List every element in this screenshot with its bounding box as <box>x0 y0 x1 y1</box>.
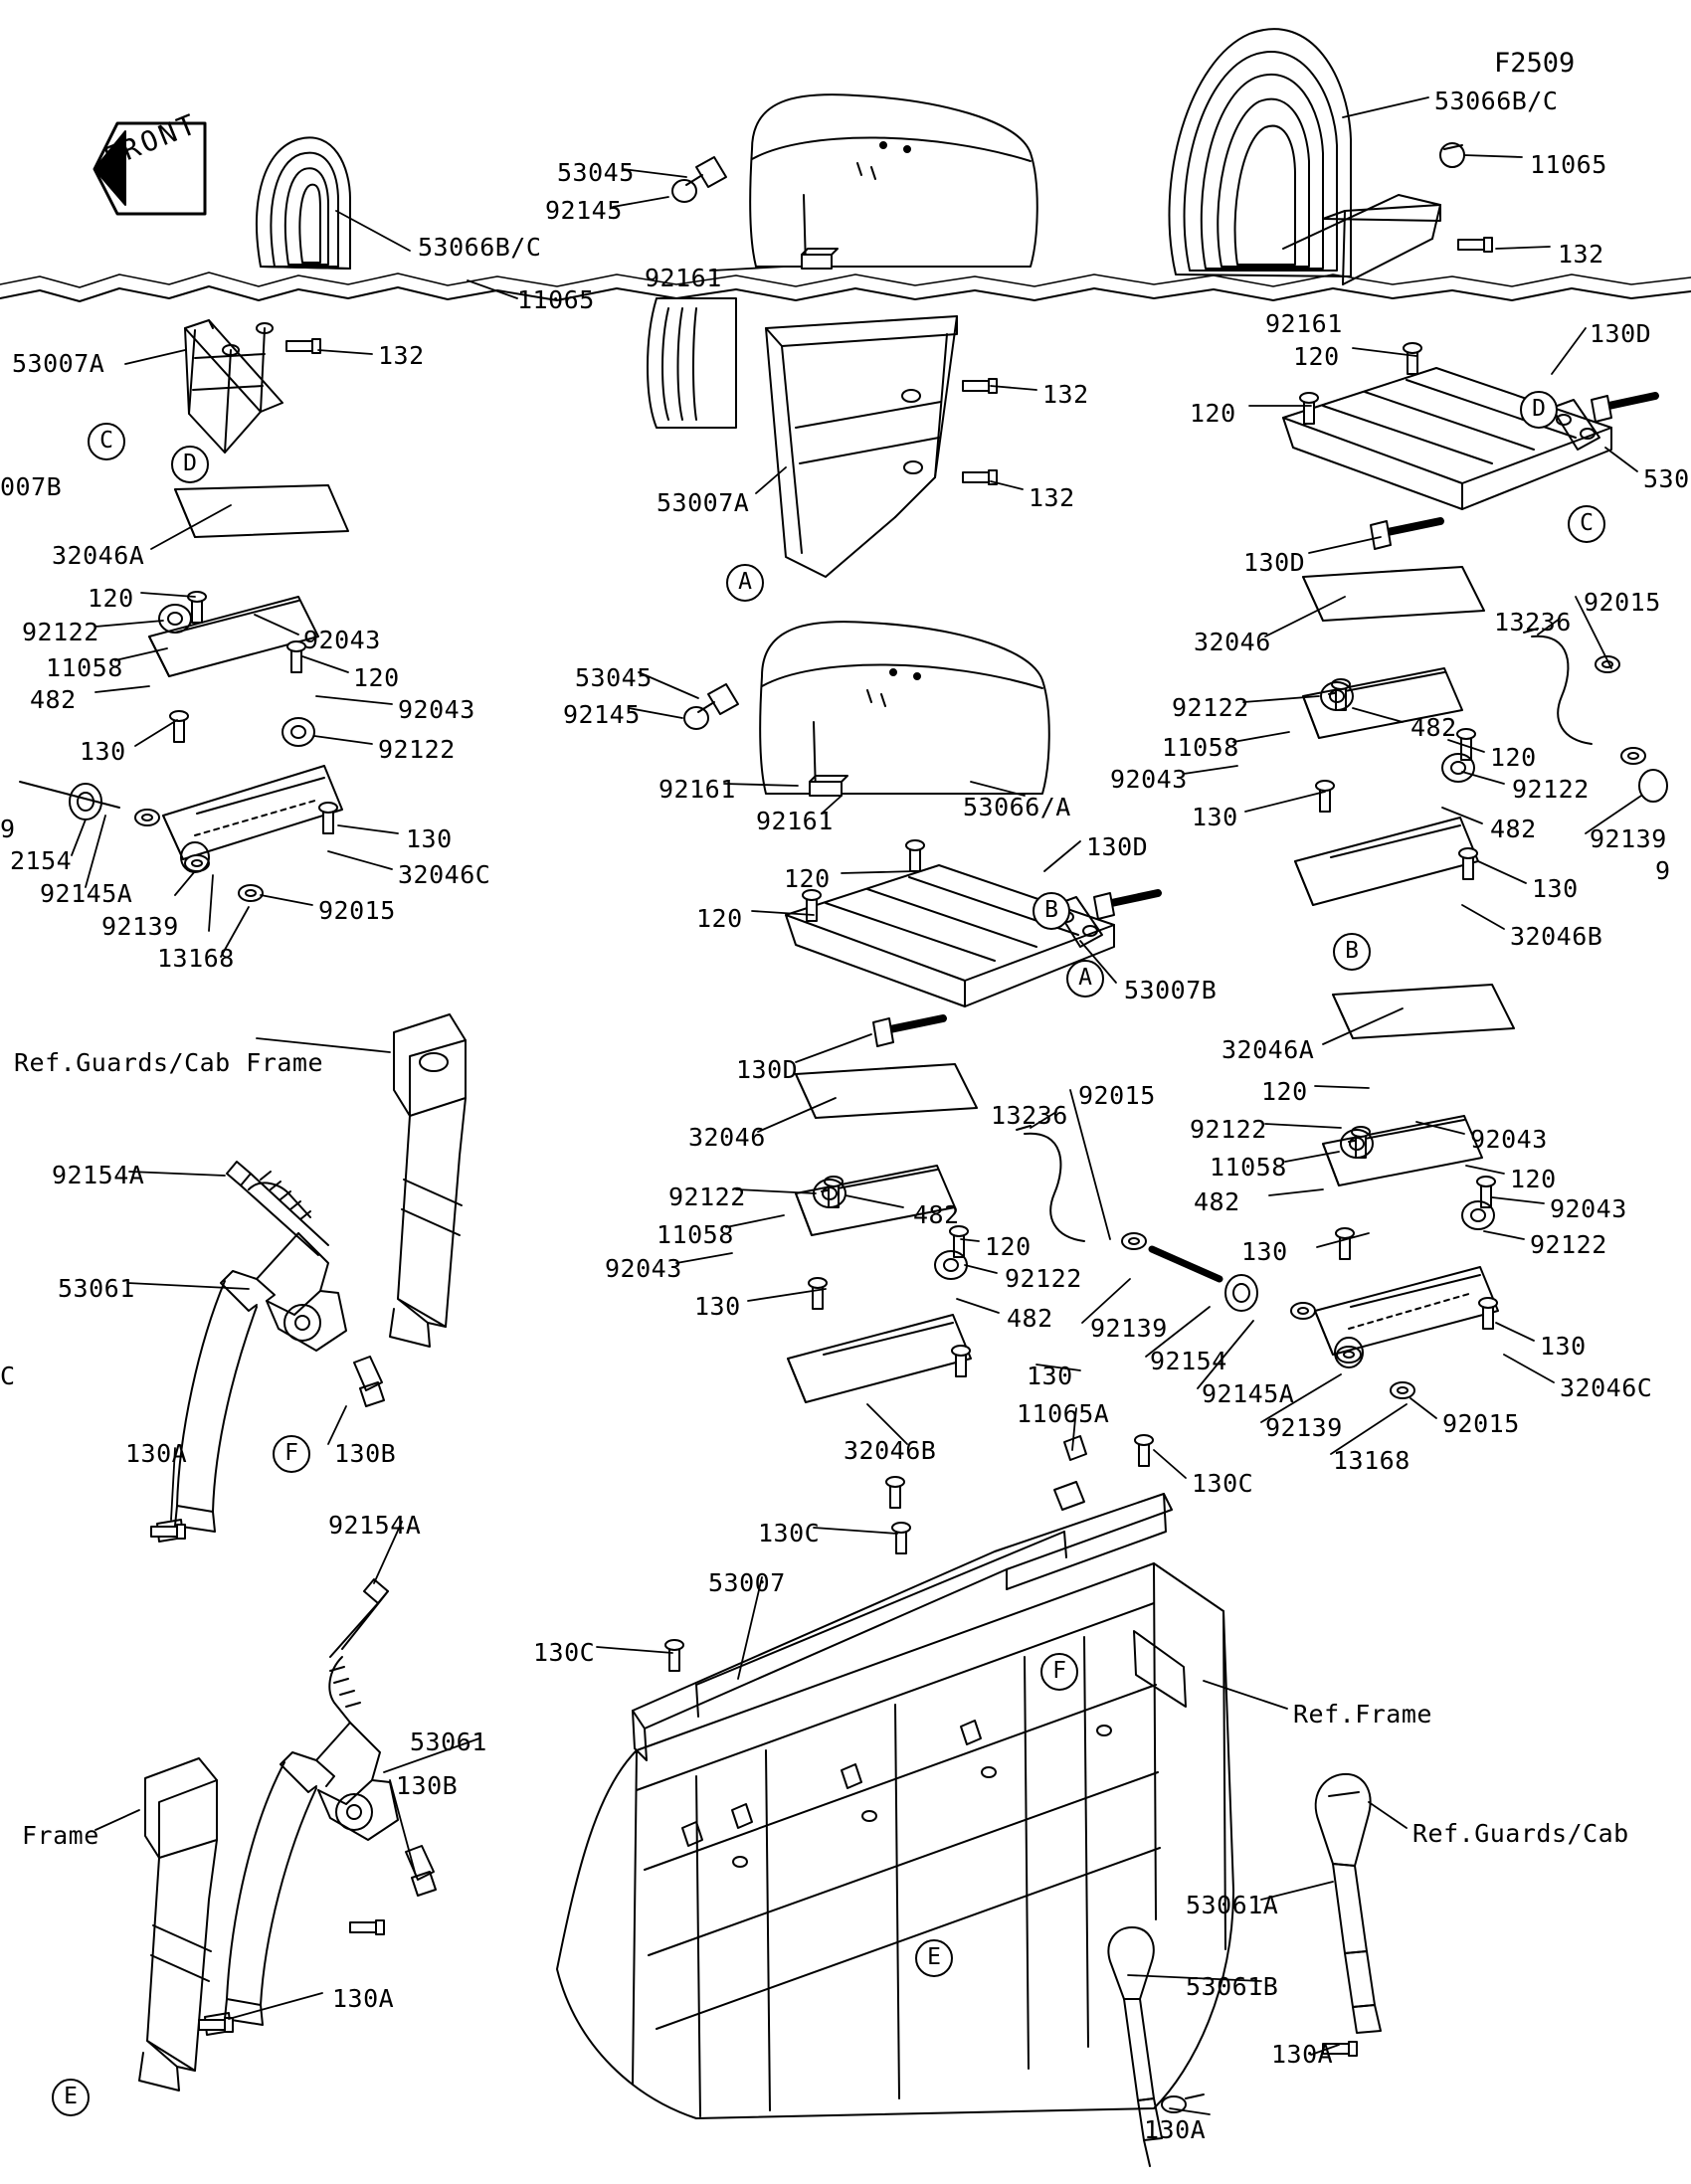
rail-plate-left-32046A <box>175 485 348 537</box>
callout-132-center-1: 132 <box>1042 380 1089 409</box>
callout-53061-lower: 53061 <box>410 1728 487 1756</box>
balloon-d-left: D <box>171 446 209 483</box>
callout-92043-right-3: 92043 <box>1550 1194 1627 1223</box>
ref-frame-main <box>557 1563 1233 2118</box>
callout-32046-right-1: 32046 <box>1194 628 1271 656</box>
callout-11058-left: 11058 <box>46 653 123 682</box>
frame-post-left-lower <box>139 1758 217 2091</box>
callout-11065a: 11065A <box>1017 1399 1110 1428</box>
balloon-e-center: E <box>915 1939 953 1977</box>
shaft-center-92154 <box>1225 1275 1257 1311</box>
bolt-long-center <box>1094 893 1158 919</box>
callout-530-clipped: 530 <box>1643 464 1690 493</box>
callout-11065-left: 11065 <box>517 285 595 314</box>
callout-130c-3: 130C <box>533 1638 596 1667</box>
callout-92015-right-1: 92015 <box>1584 588 1661 617</box>
callout-130b-upper: 130B <box>334 1439 397 1468</box>
seat-cushion-center <box>760 622 1049 796</box>
balloon-c-right: C <box>1568 505 1605 543</box>
seat-belt-left-lower <box>205 1579 398 2035</box>
callout-92154-center: 92154 <box>1150 1347 1227 1375</box>
seat-frame-upper-right <box>1283 143 1464 284</box>
callout-482-center-2: 482 <box>1007 1304 1053 1333</box>
balloon-f-center: F <box>1040 1653 1078 1691</box>
leader-lines <box>72 97 1641 2114</box>
bush-center-92122 <box>814 1180 967 1279</box>
callout-92122-right-2: 92122 <box>1512 775 1590 804</box>
rail-plate-right-32046 <box>1303 567 1484 621</box>
callout-92139-center-1: 92139 <box>1090 1314 1168 1343</box>
callout-92122-right-4: 92122 <box>1530 1230 1607 1259</box>
callout-482-right-1: 482 <box>1410 713 1457 742</box>
callout-120-center-1: 120 <box>784 864 831 893</box>
callout-92161-lower-2: 92161 <box>756 807 834 835</box>
callout-11058-right-1: 11058 <box>1162 733 1239 762</box>
callout-53007b: 53007B <box>1124 976 1218 1004</box>
seat-frame-center-53007A <box>766 316 957 577</box>
seat-bracket-center <box>684 684 738 729</box>
callout-130-right-4: 130 <box>1540 1332 1587 1361</box>
rail-plate-center-32046 <box>796 1064 977 1118</box>
callout-482-center-1: 482 <box>913 1200 960 1229</box>
callout-92015-right-2: 92015 <box>1442 1409 1520 1438</box>
seat-cushion-upper-center <box>750 94 1037 269</box>
callout-120-right-4: 120 <box>1261 1077 1308 1106</box>
bolt-long-center2 <box>873 1018 943 1046</box>
callout-130d-center-2: 130D <box>736 1055 799 1084</box>
callout-130-right-1: 130 <box>1192 803 1238 831</box>
rail-plate-right-lower <box>1333 985 1514 1038</box>
balloon-a-center-2: A <box>1066 960 1104 998</box>
callout-92043-right-2: 92043 <box>1470 1125 1548 1154</box>
callout-92145a-left: 92145A <box>40 879 133 908</box>
callout-32046c-right: 32046C <box>1560 1373 1653 1402</box>
callout-92122-left-2: 92122 <box>378 735 456 764</box>
callout-130a-lower: 130A <box>332 1984 395 2013</box>
callout-53007a-center: 53007A <box>657 488 750 517</box>
callout-130d-right-2: 130D <box>1243 548 1306 577</box>
callout-53007a-left: 53007A <box>12 349 105 378</box>
callout-92122-right-1: 92122 <box>1172 693 1249 722</box>
balloon-a-center: A <box>726 564 764 602</box>
callout-120-center-3: 120 <box>985 1232 1032 1261</box>
callout-c-clipped: C <box>0 1362 16 1390</box>
balloon-d-right: D <box>1520 391 1558 429</box>
callout-92015-left: 92015 <box>318 896 396 925</box>
callout-92043-right-1: 92043 <box>1110 765 1188 794</box>
callout-130c-1: 130C <box>1192 1469 1254 1498</box>
callout-92161-upper: 92161 <box>645 264 722 292</box>
callout-32046b-right: 32046B <box>1510 922 1603 951</box>
seat-belt-left-upper <box>157 1162 346 1542</box>
balloon-c-left: C <box>88 423 125 460</box>
seat-back-upper-left <box>257 137 350 269</box>
callout-120-center-2: 120 <box>696 904 743 933</box>
callout-32046a-right: 32046A <box>1221 1035 1315 1064</box>
rod-13236-right <box>1524 629 1592 744</box>
callout-92161-lower-1: 92161 <box>658 775 736 804</box>
callout-92139-right: 92139 <box>1590 824 1667 853</box>
front-arrow-label: FRONT <box>98 106 203 175</box>
callout-9-clipped-right: 9 <box>1655 856 1671 885</box>
callout-130d-center-1: 130D <box>1086 832 1149 861</box>
callout-53061b: 53061B <box>1186 1972 1279 2001</box>
callout-32046a-left: 32046A <box>52 541 145 570</box>
callout-13236-right: 13236 <box>1494 608 1572 637</box>
callout-92043-left-1: 92043 <box>303 626 381 654</box>
callout-482-right-2: 482 <box>1490 815 1537 843</box>
callout-53007-frame: 53007 <box>708 1568 786 1597</box>
callout-92139-left: 92139 <box>101 912 179 941</box>
balloon-b-center: B <box>1033 892 1070 930</box>
seat-base-right-upper <box>1283 368 1611 509</box>
bolt-long-right-upper2 <box>1371 521 1440 549</box>
belt-53061A <box>1316 1774 1381 2033</box>
frame-note: Frame <box>22 1821 99 1850</box>
callout-53066bc-right: 53066B/C <box>1434 87 1559 115</box>
ref-guards-cab-frame-note: Ref.Guards/Cab Frame <box>14 1048 324 1077</box>
ref-guards-cab-note: Ref.Guards/Cab <box>1412 1819 1629 1848</box>
seat-frame-upper-left <box>185 320 282 453</box>
callout-132-left: 132 <box>378 341 425 370</box>
callout-92145-lower: 92145 <box>563 700 641 729</box>
callout-130-center-2: 130 <box>1027 1362 1073 1390</box>
callout-32046-center: 32046 <box>688 1123 766 1152</box>
figure-code: F2509 <box>1494 48 1576 79</box>
callout-120-right-3: 120 <box>1490 743 1537 772</box>
balloon-f-left: F <box>273 1435 310 1473</box>
callout-92043-left-2: 92043 <box>398 695 475 724</box>
callout-11058-center: 11058 <box>657 1220 734 1249</box>
callout-92154-clipped: 2154 <box>10 846 73 875</box>
callout-92122-right-3: 92122 <box>1190 1115 1267 1144</box>
callout-11058-right-2: 11058 <box>1210 1153 1287 1182</box>
callout-130-center-1: 130 <box>694 1292 741 1321</box>
callout-92043-center: 92043 <box>605 1254 682 1283</box>
callout-130a-upper: 130A <box>125 1439 188 1468</box>
callout-130a-right-2: 130A <box>1144 2115 1207 2144</box>
callout-53061-upper: 53061 <box>58 1274 135 1303</box>
callout-92122-left-1: 92122 <box>22 618 99 646</box>
bolt-130B-left <box>354 1357 384 1406</box>
cab-frame-post-left <box>390 1014 466 1347</box>
callout-120-right-1: 120 <box>1293 342 1340 371</box>
callout-9-clipped-left: 9 <box>0 815 16 843</box>
callout-92154a-lower: 92154A <box>328 1511 422 1540</box>
bolt-long-right-upper <box>1592 396 1655 422</box>
callout-53045-upper: 53045 <box>557 158 635 187</box>
callout-120-right-2: 120 <box>1190 399 1236 428</box>
callout-120-left-1: 120 <box>88 584 134 613</box>
callout-130c-2: 130C <box>758 1519 821 1547</box>
callout-53066bc-left: 53066B/C <box>418 233 542 262</box>
callout-482-left-1: 482 <box>30 685 77 714</box>
balloon-b-right: B <box>1333 933 1371 971</box>
callout-13168-right: 13168 <box>1333 1446 1410 1475</box>
rod-13236-center <box>1017 1126 1084 1241</box>
seat-back-upper-right <box>1169 29 1351 276</box>
callout-130-right-2: 130 <box>1532 874 1579 903</box>
seat-bracket-upper-center <box>672 157 726 202</box>
callout-130-left-2: 130 <box>406 824 453 853</box>
callout-130-left-1: 130 <box>80 737 126 766</box>
callout-120-left-2: 120 <box>353 663 400 692</box>
callout-007b-clipped: 007B <box>0 472 63 501</box>
callout-130b-lower: 130B <box>396 1771 459 1800</box>
callout-482-right-3: 482 <box>1194 1187 1240 1216</box>
callout-32046c-left: 32046C <box>398 860 491 889</box>
callout-130d-right-1: 130D <box>1590 319 1652 348</box>
callout-132-center-2: 132 <box>1029 483 1075 512</box>
callout-92015-center: 92015 <box>1078 1081 1156 1110</box>
seat-back-center <box>648 298 736 428</box>
callout-53061a: 53061A <box>1186 1891 1279 1919</box>
callout-53045-lower: 53045 <box>575 663 653 692</box>
callout-92145a-center: 92145A <box>1202 1379 1295 1408</box>
callout-92139-center-2: 92139 <box>1265 1413 1343 1442</box>
callout-92161-right: 92161 <box>1265 309 1343 338</box>
callout-13236-center: 13236 <box>991 1101 1068 1130</box>
shaft-right-upper <box>1639 770 1667 802</box>
callout-92154a-upper: 92154A <box>52 1161 145 1189</box>
callout-130a-right-1: 130A <box>1271 2040 1334 2069</box>
callout-132-right: 132 <box>1558 240 1604 269</box>
callout-120-right-5: 120 <box>1510 1165 1557 1193</box>
callout-11065-right: 11065 <box>1530 150 1607 179</box>
callout-32046b-center: 32046B <box>844 1436 937 1465</box>
callout-92145-upper: 92145 <box>545 196 623 225</box>
balloon-e-left: E <box>52 2079 90 2116</box>
callout-92122-center-1: 92122 <box>668 1183 746 1211</box>
callout-92122-center-2: 92122 <box>1005 1264 1082 1293</box>
seat-base-center-lower <box>786 865 1114 1006</box>
callout-53066a: 53066/A <box>963 793 1071 821</box>
callout-13168-left: 13168 <box>157 944 235 973</box>
callout-130-right-3: 130 <box>1241 1237 1288 1266</box>
ref-frame-note: Ref.Frame <box>1293 1700 1432 1729</box>
